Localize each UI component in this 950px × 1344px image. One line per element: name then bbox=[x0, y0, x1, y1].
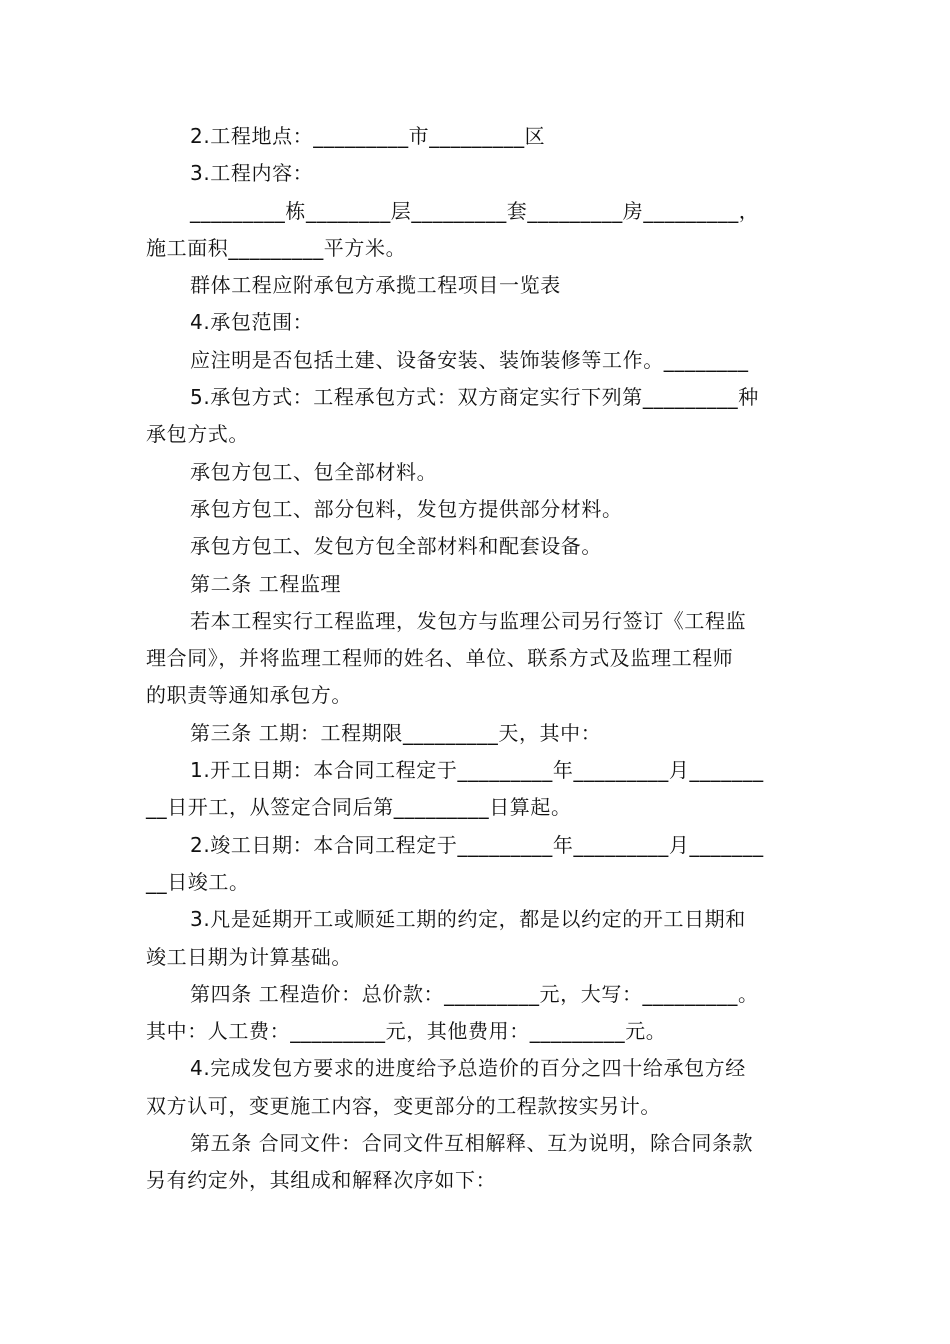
line-14: 若本工程实行工程监理，发包方与监理公司另行签订《工程监 bbox=[190, 608, 747, 633]
line-20: 2.竣工日期：本合同工程定于_________年_________月_______ bbox=[190, 832, 764, 857]
line-25: 其中：人工费：_________元，其他费用：_________元。 bbox=[146, 1019, 667, 1044]
line-21: __日竣工。 bbox=[146, 869, 250, 894]
line-16: 的职责等通知承包方。 bbox=[146, 683, 352, 708]
line-11: 承包方包工、部分包料，发包方提供部分材料。 bbox=[190, 496, 623, 521]
line-26: 4.完成发包方要求的进度给予总造价的百分之四十给承包方经 bbox=[190, 1056, 746, 1081]
section-2-heading: 第二条 工程监理 bbox=[190, 571, 342, 596]
line-9: 承包方式。 bbox=[146, 422, 249, 447]
line-3: _________栋________层_________套_________房_________， bbox=[190, 198, 760, 223]
line-10: 承包方包工、包全部材料。 bbox=[190, 459, 438, 484]
line-2: 3.工程内容： bbox=[190, 161, 314, 186]
line-1: 2.工程地点：_________市_________区 bbox=[190, 124, 546, 148]
line-6: 4.承包范围： bbox=[190, 310, 314, 335]
line-18: 1.开工日期：本合同工程定于_________年_________月_______ bbox=[190, 758, 764, 783]
section-3-heading: 第三条 工期：工程期限_________天，其中： bbox=[190, 720, 602, 745]
line-27: 双方认可，变更施工内容，变更部分的工程款按实另计。 bbox=[146, 1093, 661, 1118]
line-15: 理合同》，并将监理工程师的姓名、单位、联系方式及监理工程师 bbox=[146, 646, 734, 671]
line-12: 承包方包工、发包方包全部材料和配套设备。 bbox=[190, 534, 602, 559]
line-4: 施工面积_________平方米。 bbox=[146, 235, 407, 260]
line-8: 5.承包方式：工程承包方式：双方商定实行下列第_________种 bbox=[190, 385, 759, 410]
line-23: 竣工日期为计算基础。 bbox=[146, 944, 352, 969]
line-29: 另有约定外，其组成和解释次序如下： bbox=[146, 1168, 497, 1193]
line-7: 应注明是否包括土建、设备安装、装饰装修等工作。________ bbox=[190, 347, 749, 372]
line-19: __日开工，从签定合同后第_________日算起。 bbox=[146, 795, 572, 820]
section-5-heading: 第五条 合同文件：合同文件互相解释、互为说明，除合同条款 bbox=[190, 1131, 754, 1156]
line-5: 群体工程应附承包方承揽工程项目一览表 bbox=[190, 273, 561, 298]
section-4-heading: 第四条 工程造价：总价款：_________元，大写：_________。 bbox=[190, 981, 759, 1006]
line-22: 3.凡是延期开工或顺延工期的约定，都是以约定的开工日期和 bbox=[190, 907, 746, 932]
contract-text bbox=[146, 118, 810, 1200]
